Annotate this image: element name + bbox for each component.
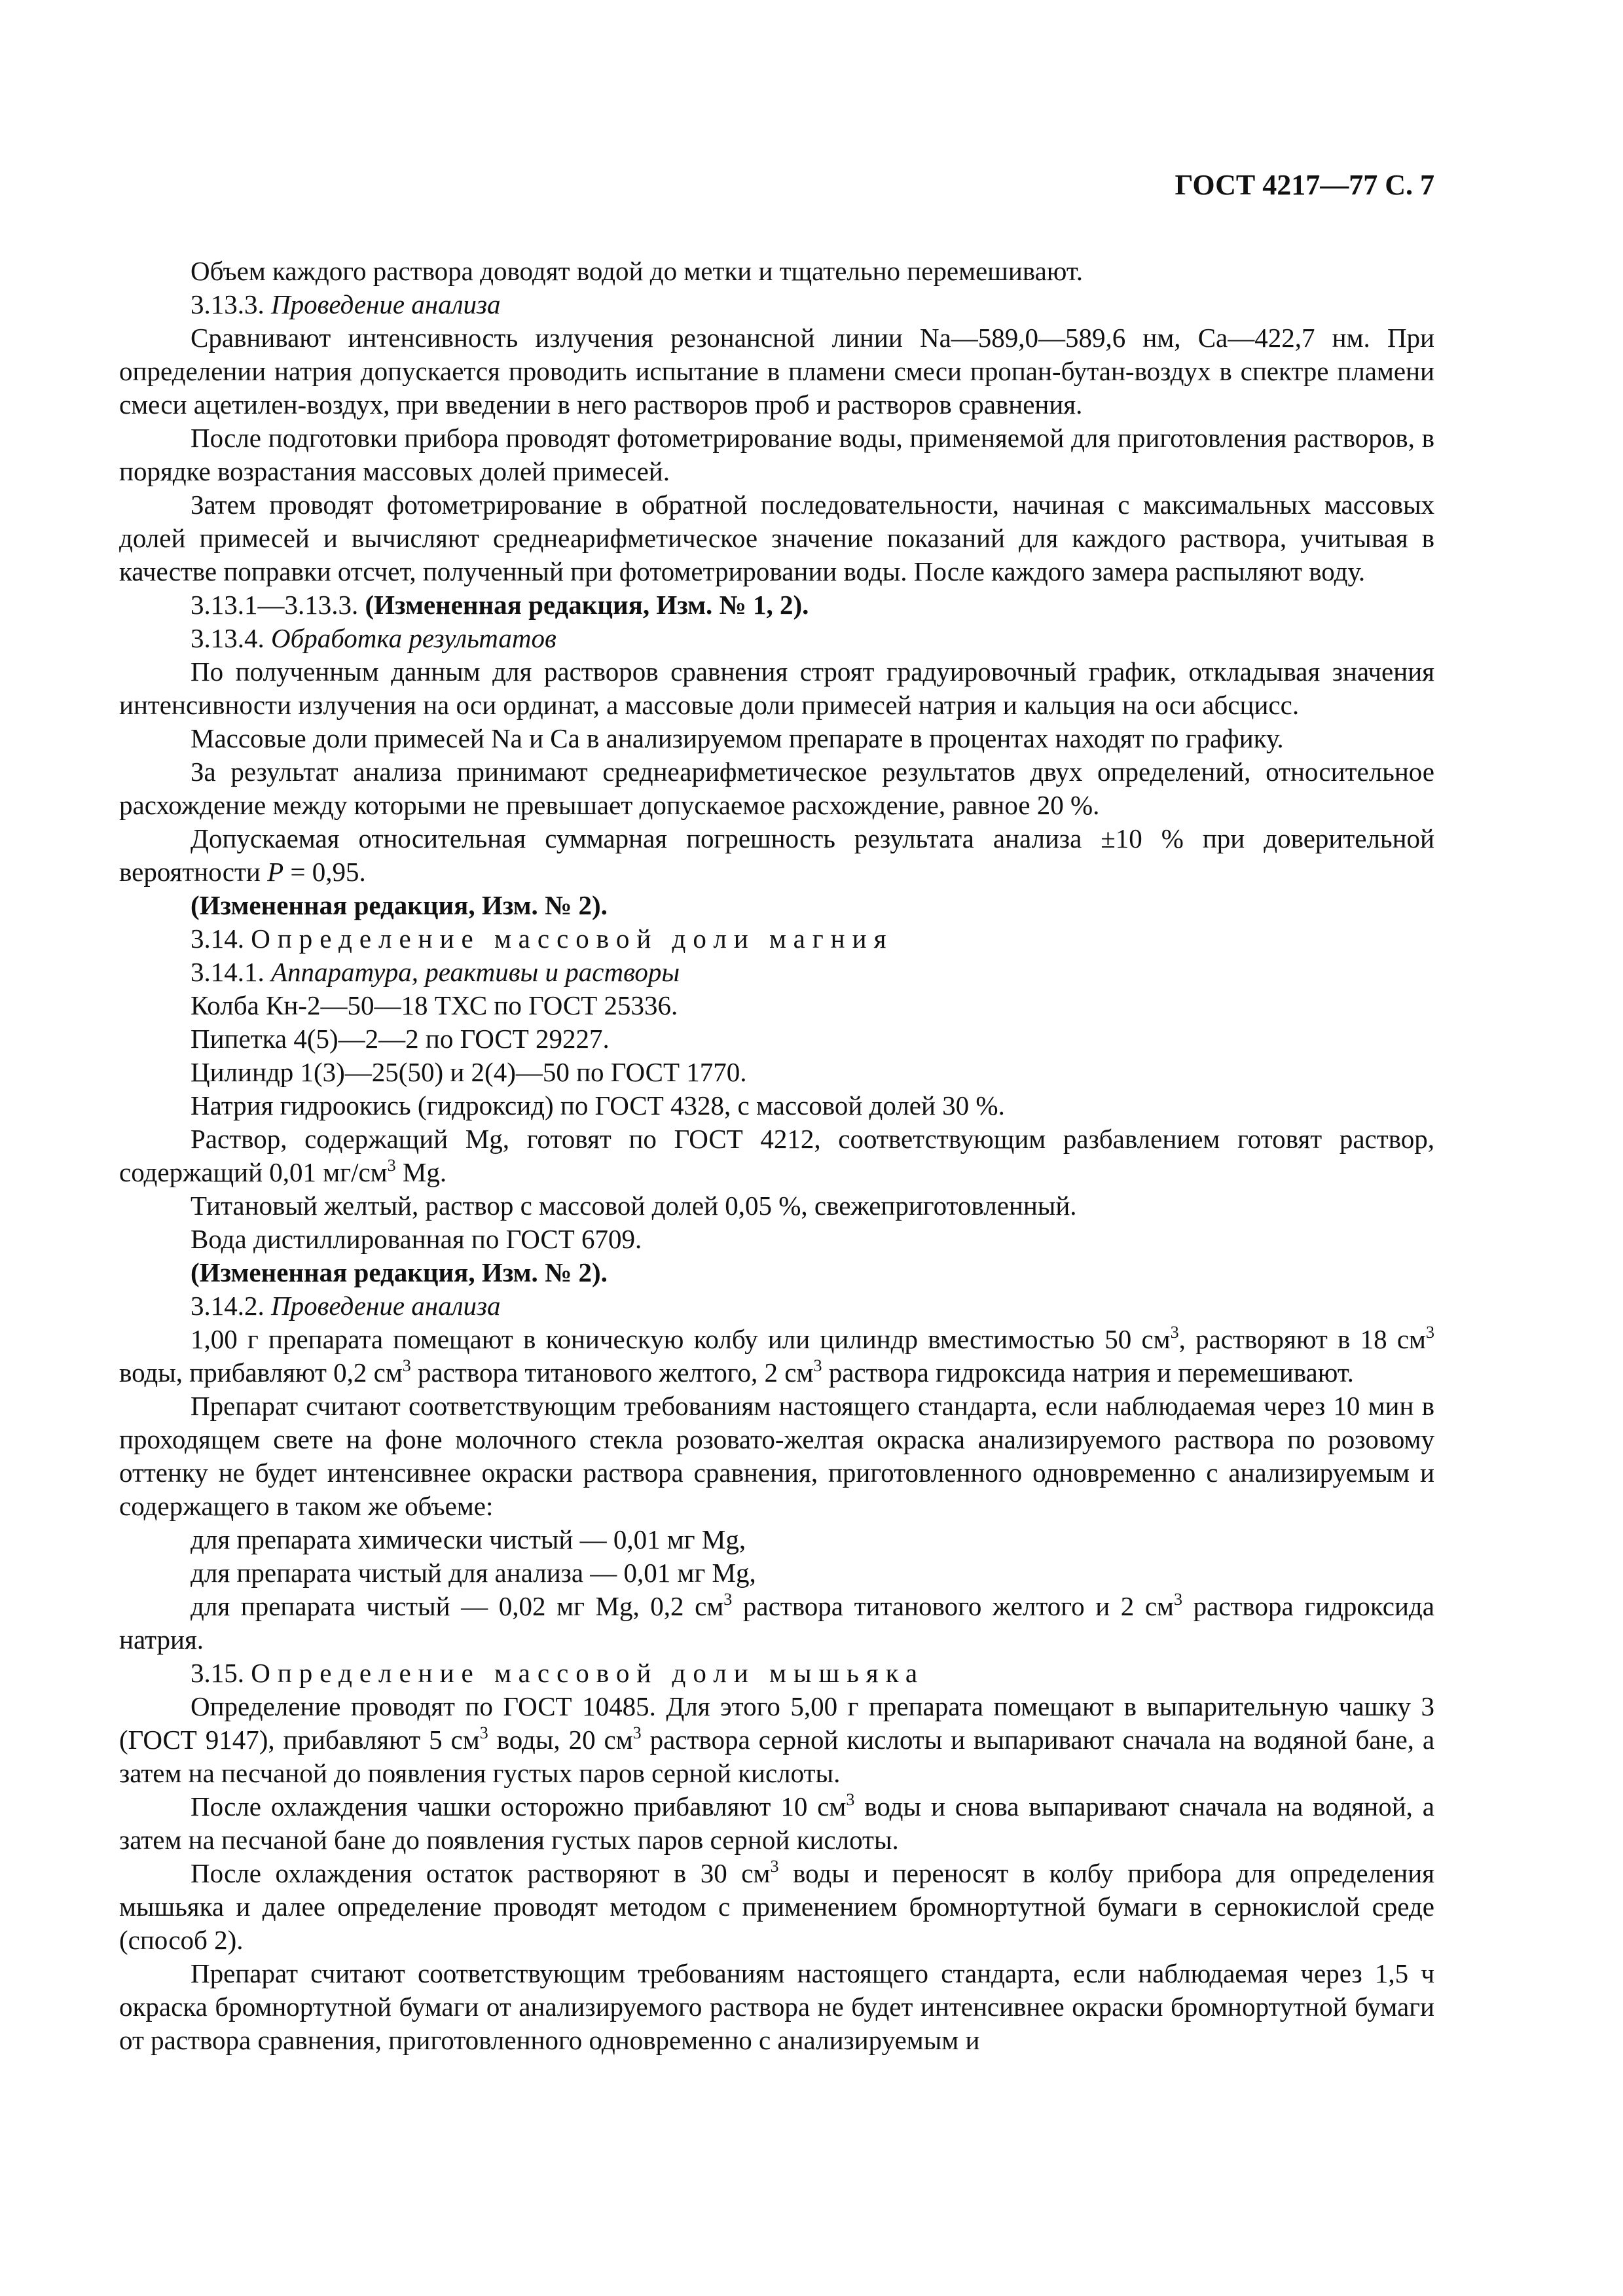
section-heading-3-14-1: 3.14.1. Аппаратура, реактивы и растворы: [191, 957, 680, 987]
list-item: Вода дистиллированная по ГОСТ 6709.: [191, 1224, 642, 1254]
paragraph: 1,00 г препарата помещают в коническую колбу или цилиндр вместимостью 50 $см^3$, растворяют в 18 $см^3$ воды, прибавляют 0,2 $см^3$ раствора титанового желтого, 2 $см^3$ раствора гидроксида натрия и перемешивают.: [119, 1323, 1434, 1388]
list-item: для препарата химически чистый — 0,01 мг Mg,: [191, 1524, 746, 1554]
revision-note: (Измененная редакция, Изм. № 2).: [191, 1257, 608, 1287]
list-item: Натрия гидроокись (гидроксид) по ГОСТ 4328, с массовой долей 30 %.: [191, 1090, 1005, 1121]
section-heading-3-14: 3.14. Определение массовой доли магния: [191, 924, 894, 954]
section-heading-3-15: 3.15. Определение массовой доли мышьяка: [191, 1658, 925, 1688]
paragraph: За результат анализа принимают среднеарифметическое результатов двух определений, относительное расхождение между которыми не превышает допускаемое расхождение, равное 20 %.: [119, 757, 1434, 820]
paragraph: По полученным данным для растворов сравнения строят градуировочный график, откладывая значения интенсивности излучения на оси ординат, а массовые доли примесей натрия и кальция на оси абсцисс.: [119, 656, 1434, 720]
paragraph: Раствор, содержащий Mg, готовят по ГОСТ 4212, соответствующим разбавлением готовят раствор, содержащий 0,01 $мг/см^3$ Mg.: [119, 1124, 1434, 1187]
paragraph: Определение проводят по ГОСТ 10485. Для этого 5,00 г препарата помещают в выпарительную чашку 3 (ГОСТ 9147), прибавляют 5 $см^3$ воды, 20 $см^3$ раствора серной кислоты и выпаривают сначала на водяной бане, а затем на песчаной до появления густых паров серной кислоты.: [119, 1691, 1435, 1788]
revision-note: (Измененная редакция, Изм. № 2).: [191, 890, 608, 920]
list-item: для препарата чистый — 0,02 мг Mg, 0,2 $см^3$ раствора титанового желтого и 2 $см^3$ раствора гидроксида натрия.: [119, 1590, 1434, 1655]
paragraph: После охлаждения остаток растворяют в 30 $см^3$ воды и переносят в колбу прибора для определения мышьяка и далее определение проводят методом с применением бромнортутной бумаги в сернокислой среде (способ 2).: [119, 1857, 1435, 1955]
list-item: Пипетка 4(5)—2—2 по ГОСТ 29227.: [191, 1024, 610, 1054]
list-item: Колба Кн-2—50—18 ТХС по ГОСТ 25336.: [191, 990, 678, 1020]
section-heading-3-14-2: 3.14.2. Проведение анализа: [191, 1291, 501, 1321]
paragraph: Препарат считают соответствующим требованиям настоящего стандарта, если наблюдаемая через 1,5 ч окраска бромнортутной бумаги от анализируемого раствора не будет интенсивнее окраски бромнортутной бумаги от раствора сравнения, приготовленного одновременно с анализируемым и: [119, 1958, 1434, 2055]
paragraph: Объем каждого раствора доводят водой до метки и тщательно перемешивают.: [191, 256, 1083, 286]
section-heading-3-13-3: 3.13.3. Проведение анализа: [191, 289, 501, 319]
paragraph: После охлаждения чашки осторожно прибавляют 10 $см^3$ воды и снова выпаривают сначала на водяной, а затем на песчаной бане до появления густых паров серной кислоты.: [119, 1790, 1434, 1855]
list-item: Цилиндр 1(3)—25(50) и 2(4)—50 по ГОСТ 1770.: [191, 1057, 747, 1087]
paragraph: Массовые доли примесей Na и Са в анализируемом препарате в процентах находят по графику.: [191, 723, 1284, 753]
list-item: для препарата чистый для анализа — 0,01 мг Mg,: [191, 1558, 756, 1588]
paragraph: Сравнивают интенсивность излучения резонансной линии Na—589,0—589,6 нм, Са—422,7 нм. При определении натрия допускается проводить испытание в пламени смеси пропан-бутан-воздух в спектре пламени смеси ацетилен-воздух, при введении в него растворов проб и растворов сравнения.: [119, 323, 1434, 420]
revision-note: 3.13.1—3.13.3. (Измененная редакция, Изм. № 1, 2).: [191, 590, 809, 620]
paragraph: Затем проводят фотометрирование в обратной последовательности, начиная с максимальных массовых долей примесей и вычисляют среднеарифметическое значение показаний для каждого раствора, учитывая в качестве поправки отсчет, полученный при фотометрировании воды. После каждого замера распыляют воду.: [119, 490, 1434, 586]
paragraph: Препарат считают соответствующим требованиям настоящего стандарта, если наблюдаемая через 10 мин в проходящем свете на фоне молочного стекла розовато-желтая окраска анализируемого раствора по розовому оттенку не будет интенсивнее окраски раствора сравнения, приготовленного одновременно с анализируемым и содержащего в таком же объеме:: [119, 1391, 1434, 1521]
paragraph: После подготовки прибора проводят фотометрирование воды, применяемой для приготовления растворов, в порядке возрастания массовых долей примесей.: [119, 423, 1434, 486]
section-heading-3-13-4: 3.13.4. Обработка результатов: [191, 623, 556, 653]
page-header: ГОСТ 4217—77 С. 7: [1175, 169, 1434, 201]
paragraph: Допускаемая относительная суммарная погрешность результата анализа ±10 % при доверительной вероятности P = 0,95.: [119, 823, 1434, 887]
list-item: Титановый желтый, раствор с массовой долей 0,05 %, свежеприготовленный.: [191, 1191, 1077, 1221]
